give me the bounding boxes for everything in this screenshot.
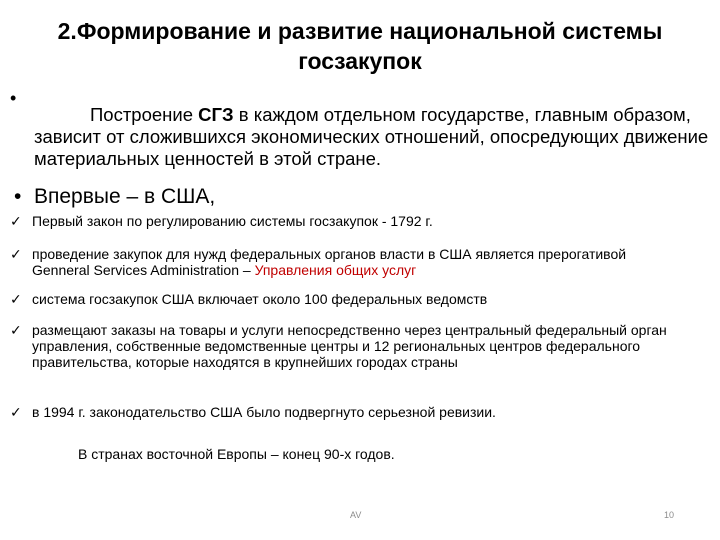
list-item-highlight: Управления общих услуг	[254, 262, 417, 278]
bullet-dot: •	[10, 88, 17, 108]
list-item	[10, 291, 710, 307]
list-item	[10, 404, 710, 420]
list-item-text: Первый закон по регулированию системы госзакупок - 1792 г.	[32, 213, 433, 229]
page-number: 10	[664, 510, 675, 520]
list-item-text: в 1994 г. законодательство США было подвергнуто серьезной ревизии.	[32, 404, 496, 420]
main-bullet	[14, 184, 215, 210]
footer-author: AV	[350, 510, 362, 520]
intro-text-before: Построение	[90, 104, 199, 125]
checkmark-icon: ✓	[10, 291, 22, 307]
intro-paragraph	[34, 104, 718, 170]
slide-title: 2.Формирование и развитие национальной системы госзакупок	[57, 18, 663, 74]
list-item	[10, 213, 710, 229]
checkmark-icon: ✓	[10, 246, 22, 262]
list-item-text: система госзакупок США включает около 100 федеральных ведомств	[32, 291, 488, 307]
checkmark-icon: ✓	[10, 213, 22, 229]
note-text: В странах восточной Европы – конец 90-х годов.	[78, 446, 395, 462]
list-item	[10, 246, 630, 278]
main-bullet-dot: •	[14, 185, 22, 208]
list-item-text: размещают заказы на товары и услуги непосредственно через центральный федеральный орган управления, собственные ведомственные центры и 12 региональных центров федерального правительства, которые находятся в крупнейших городах страны	[32, 322, 667, 370]
checkmark-icon: ✓	[10, 404, 22, 420]
list-item	[10, 322, 690, 370]
list-item-text: проведение закупок для нужд федеральных органов власти в США является прерогативой Genneral Services Administration –	[32, 246, 627, 278]
intro-bold-term: СГЗ	[198, 104, 234, 125]
checkmark-icon: ✓	[10, 322, 22, 338]
intro-text-after: в каждом отдельном государстве, главным образом, зависит от сложившихся экономических отношений, опосредующих движение материальных ценностей в этой стране.	[34, 104, 709, 169]
main-bullet-text: Впервые – в США,	[34, 185, 216, 208]
